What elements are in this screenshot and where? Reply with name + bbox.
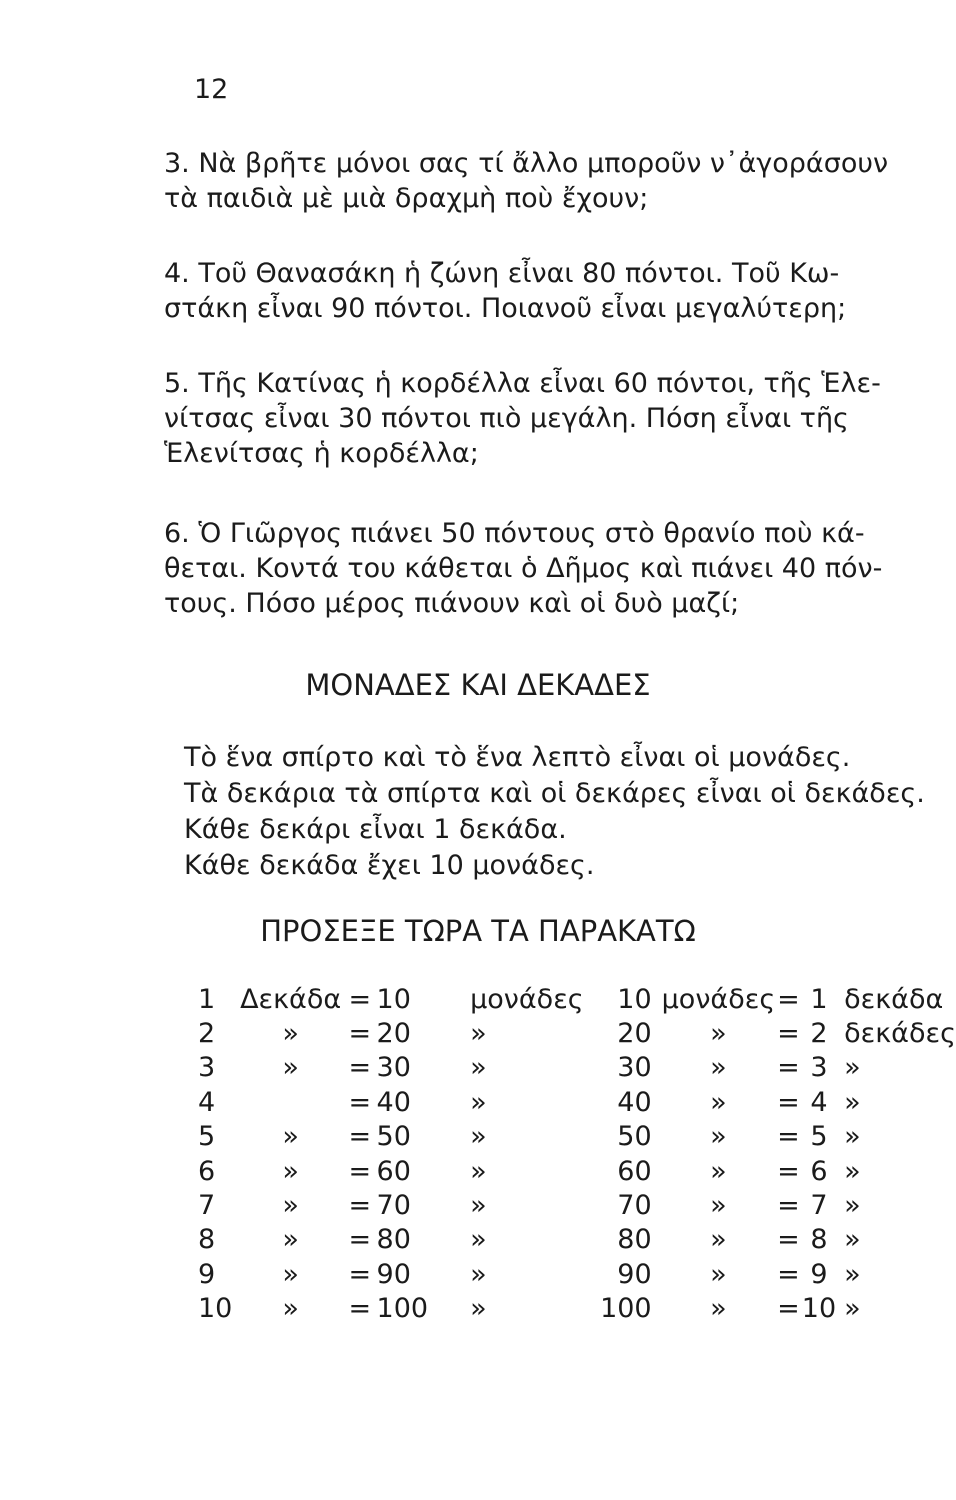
unit-label-cell: » <box>710 1121 727 1153</box>
definition-line: Τὸ ἕνα σπίρτο καὶ τὸ ἕνα λεπτὸ εἶναι οἱ μονάδες. <box>184 742 851 773</box>
value-cell: 80 <box>617 1224 652 1256</box>
table-row <box>198 1016 956 1050</box>
value-cell: 90 <box>376 1258 411 1290</box>
unit-label-cell: » <box>710 1190 727 1222</box>
equals-sign-cell: = <box>777 1258 800 1290</box>
row-number-cell: 10 <box>198 1293 233 1325</box>
value-cell: 10 <box>376 983 411 1015</box>
exercise-6 <box>164 516 900 621</box>
row-number-cell: 4 <box>198 1086 216 1118</box>
exercise-line: 5. Τῆς Κατίνας ἡ κορδέλλα εἶναι 60 πόντοι, τῆς Ἑλε- <box>164 368 881 399</box>
section-title: ΜΟΝΑΔΕΣ ΚΑΙ ΔΕΚΑΔΕΣ <box>305 668 651 702</box>
result-cell: 10 <box>801 1293 837 1325</box>
value-cell: 20 <box>617 1018 652 1050</box>
result-cell: 1 <box>810 983 828 1015</box>
value-cell: 90 <box>617 1258 652 1290</box>
table-row <box>198 1223 956 1257</box>
unit-label-cell: » <box>470 1190 487 1222</box>
equals-sign-cell: = <box>777 1018 800 1050</box>
equals-sign-cell: = <box>777 1224 800 1256</box>
result-cell: 4 <box>810 1086 828 1118</box>
result-cell: 7 <box>810 1190 828 1222</box>
unit-label-cell: » <box>844 1293 861 1325</box>
unit-label-cell <box>238 1085 343 1119</box>
table-row <box>198 1188 956 1222</box>
table-row <box>198 1292 956 1326</box>
unit-label-cell: » <box>710 1293 727 1325</box>
result-cell: 2 <box>810 1018 828 1050</box>
conversion-table <box>198 982 956 1326</box>
value-cell: 100 <box>600 1293 652 1325</box>
unit-label-cell: » <box>710 1018 727 1050</box>
exercise-line: 3. Νὰ βρῆτε μόνοι σας τί ἄλλο μποροῦν ν᾿ἀγοράσουν <box>164 148 889 179</box>
unit-label-cell: » <box>710 1086 727 1118</box>
value-cell: 80 <box>376 1224 411 1256</box>
definitions <box>184 740 925 884</box>
equals-sign-cell: = <box>777 1293 800 1325</box>
unit-label-cell: » <box>470 1052 487 1084</box>
unit-label-cell: » <box>844 1224 861 1256</box>
row-number-cell: 1 <box>198 983 216 1015</box>
unit-label-cell: » <box>470 1086 487 1118</box>
equals-sign-cell: = <box>777 1155 800 1187</box>
exercise-5 <box>164 366 900 471</box>
unit-label-cell: » <box>844 1258 861 1290</box>
equals-sign-cell: = <box>348 1086 372 1118</box>
unit-label-cell: » <box>282 1121 299 1153</box>
equals-sign-cell: = <box>348 1018 372 1050</box>
unit-label-cell: » <box>282 1224 299 1256</box>
unit-label-cell: » <box>282 1018 299 1050</box>
row-number-cell: 5 <box>198 1121 216 1153</box>
value-cell: 30 <box>376 1052 411 1084</box>
unit-label-cell: » <box>470 1018 487 1050</box>
unit-label-cell: » <box>282 1293 299 1325</box>
unit-label-cell: » <box>470 1155 487 1187</box>
value-cell: 40 <box>617 1086 652 1118</box>
unit-label-cell: δεκάδες <box>844 1018 956 1050</box>
value-cell: 40 <box>376 1086 411 1118</box>
unit-label-cell: » <box>710 1155 727 1187</box>
value-cell: 30 <box>617 1052 652 1084</box>
value-cell: 10 <box>617 983 652 1015</box>
value-cell: 70 <box>617 1190 652 1222</box>
value-cell: 60 <box>376 1155 411 1187</box>
value-cell: 20 <box>376 1018 411 1050</box>
result-cell: 9 <box>810 1258 828 1290</box>
unit-label-cell: » <box>844 1155 861 1187</box>
definition-line: Τὰ δεκάρια τὰ σπίρτα καὶ οἱ δεκάρες εἶναι οἱ δεκάδες. <box>184 778 925 809</box>
unit-label-cell: » <box>470 1293 487 1325</box>
equals-sign-cell: = <box>348 1224 372 1256</box>
equals-sign-cell: = <box>777 1086 800 1118</box>
equals-sign-cell: = <box>348 1121 372 1153</box>
value-cell: 60 <box>617 1155 652 1187</box>
equals-sign-cell: = <box>777 1052 800 1084</box>
row-number-cell: 8 <box>198 1224 216 1256</box>
equals-sign-cell: = <box>348 1258 372 1290</box>
unit-label-cell: » <box>710 1052 727 1084</box>
result-cell: 3 <box>810 1052 828 1084</box>
unit-label-cell: Δεκάδα <box>240 983 342 1015</box>
equals-sign-cell: = <box>777 983 800 1015</box>
equals-sign-cell: = <box>348 1293 372 1325</box>
page-number: 12 <box>194 74 229 105</box>
unit-label-cell: » <box>470 1121 487 1153</box>
row-number-cell: 2 <box>198 1018 216 1050</box>
unit-label-cell: » <box>282 1190 299 1222</box>
result-cell: 5 <box>810 1121 828 1153</box>
unit-label-cell: » <box>282 1052 299 1084</box>
unit-label-cell: » <box>470 1258 487 1290</box>
equals-sign-cell: = <box>777 1121 800 1153</box>
unit-label-cell: » <box>282 1155 299 1187</box>
table-row <box>198 1051 956 1085</box>
value-cell: 100 <box>376 1293 429 1325</box>
table-title: ΠΡΟΣΕΞΕ ΤΩΡΑ ΤΑ ΠΑΡΑΚΑΤΩ <box>260 914 696 948</box>
definition-line: Κάθε δεκάρι εἶναι 1 δεκάδα. <box>184 814 567 845</box>
unit-label-cell: » <box>710 1224 727 1256</box>
exercise-line: τους. Πόσο μέρος πιάνουν καὶ οἱ δυὸ μαζί; <box>164 588 740 619</box>
unit-label-cell: » <box>470 1224 487 1256</box>
exercise-line: νίτσας εἶναι 30 πόντοι πιὸ μεγάλη. Πόση εἶναι τῆς <box>164 403 849 434</box>
result-cell: 8 <box>810 1224 828 1256</box>
value-cell: 50 <box>376 1121 411 1153</box>
exercise-line: Ἑλενίτσας ἡ κορδέλλα; <box>164 438 479 469</box>
row-number-cell: 6 <box>198 1155 216 1187</box>
equals-sign-cell: = <box>348 1190 372 1222</box>
value-cell: 70 <box>376 1190 411 1222</box>
unit-label-cell: μονάδες <box>661 983 776 1015</box>
unit-label-cell: δεκάδα <box>844 983 944 1015</box>
equals-sign-cell: = <box>777 1190 800 1222</box>
table-row <box>198 1120 956 1154</box>
table-row <box>198 1154 956 1188</box>
unit-label-cell: » <box>710 1258 727 1290</box>
exercise-line: 4. Τοῦ Θανασάκη ἡ ζώνη εἶναι 80 πόντοι. Τοῦ Κω- <box>164 258 840 289</box>
equals-sign-cell: = <box>348 1155 372 1187</box>
equals-sign-cell: = <box>348 983 372 1015</box>
exercise-3 <box>164 146 900 216</box>
exercise-line: στάκη εἶναι 90 πόντοι. Ποιανοῦ εἶναι μεγαλύτερη; <box>164 293 847 324</box>
table-row <box>198 982 956 1016</box>
value-cell: 50 <box>617 1121 652 1153</box>
table-row <box>198 1257 956 1291</box>
row-number-cell: 7 <box>198 1190 216 1222</box>
result-cell: 6 <box>810 1155 828 1187</box>
unit-label-cell: » <box>844 1190 861 1222</box>
unit-label-cell: » <box>844 1052 861 1084</box>
unit-label-cell: μονάδες <box>470 983 584 1015</box>
unit-label-cell: » <box>844 1086 861 1118</box>
unit-label-cell: » <box>844 1121 861 1153</box>
exercise-4 <box>164 256 900 326</box>
exercise-line: τὰ παιδιὰ μὲ μιὰ δραχμὴ ποὺ ἔχουν; <box>164 183 649 214</box>
row-number-cell: 3 <box>198 1052 216 1084</box>
unit-label-cell: » <box>282 1258 299 1290</box>
table-row <box>198 1085 956 1119</box>
row-number-cell: 9 <box>198 1258 216 1290</box>
exercise-line: 6. Ὁ Γιῶργος πιάνει 50 πόντους στὸ θρανίο ποὺ κά- <box>164 518 865 549</box>
definition-line: Κάθε δεκάδα ἔχει 10 μονάδες. <box>184 850 595 881</box>
equals-sign-cell: = <box>348 1052 372 1084</box>
exercise-line: θεται. Κοντά του κάθεται ὁ Δῆμος καὶ πιάνει 40 πόν- <box>164 553 883 584</box>
